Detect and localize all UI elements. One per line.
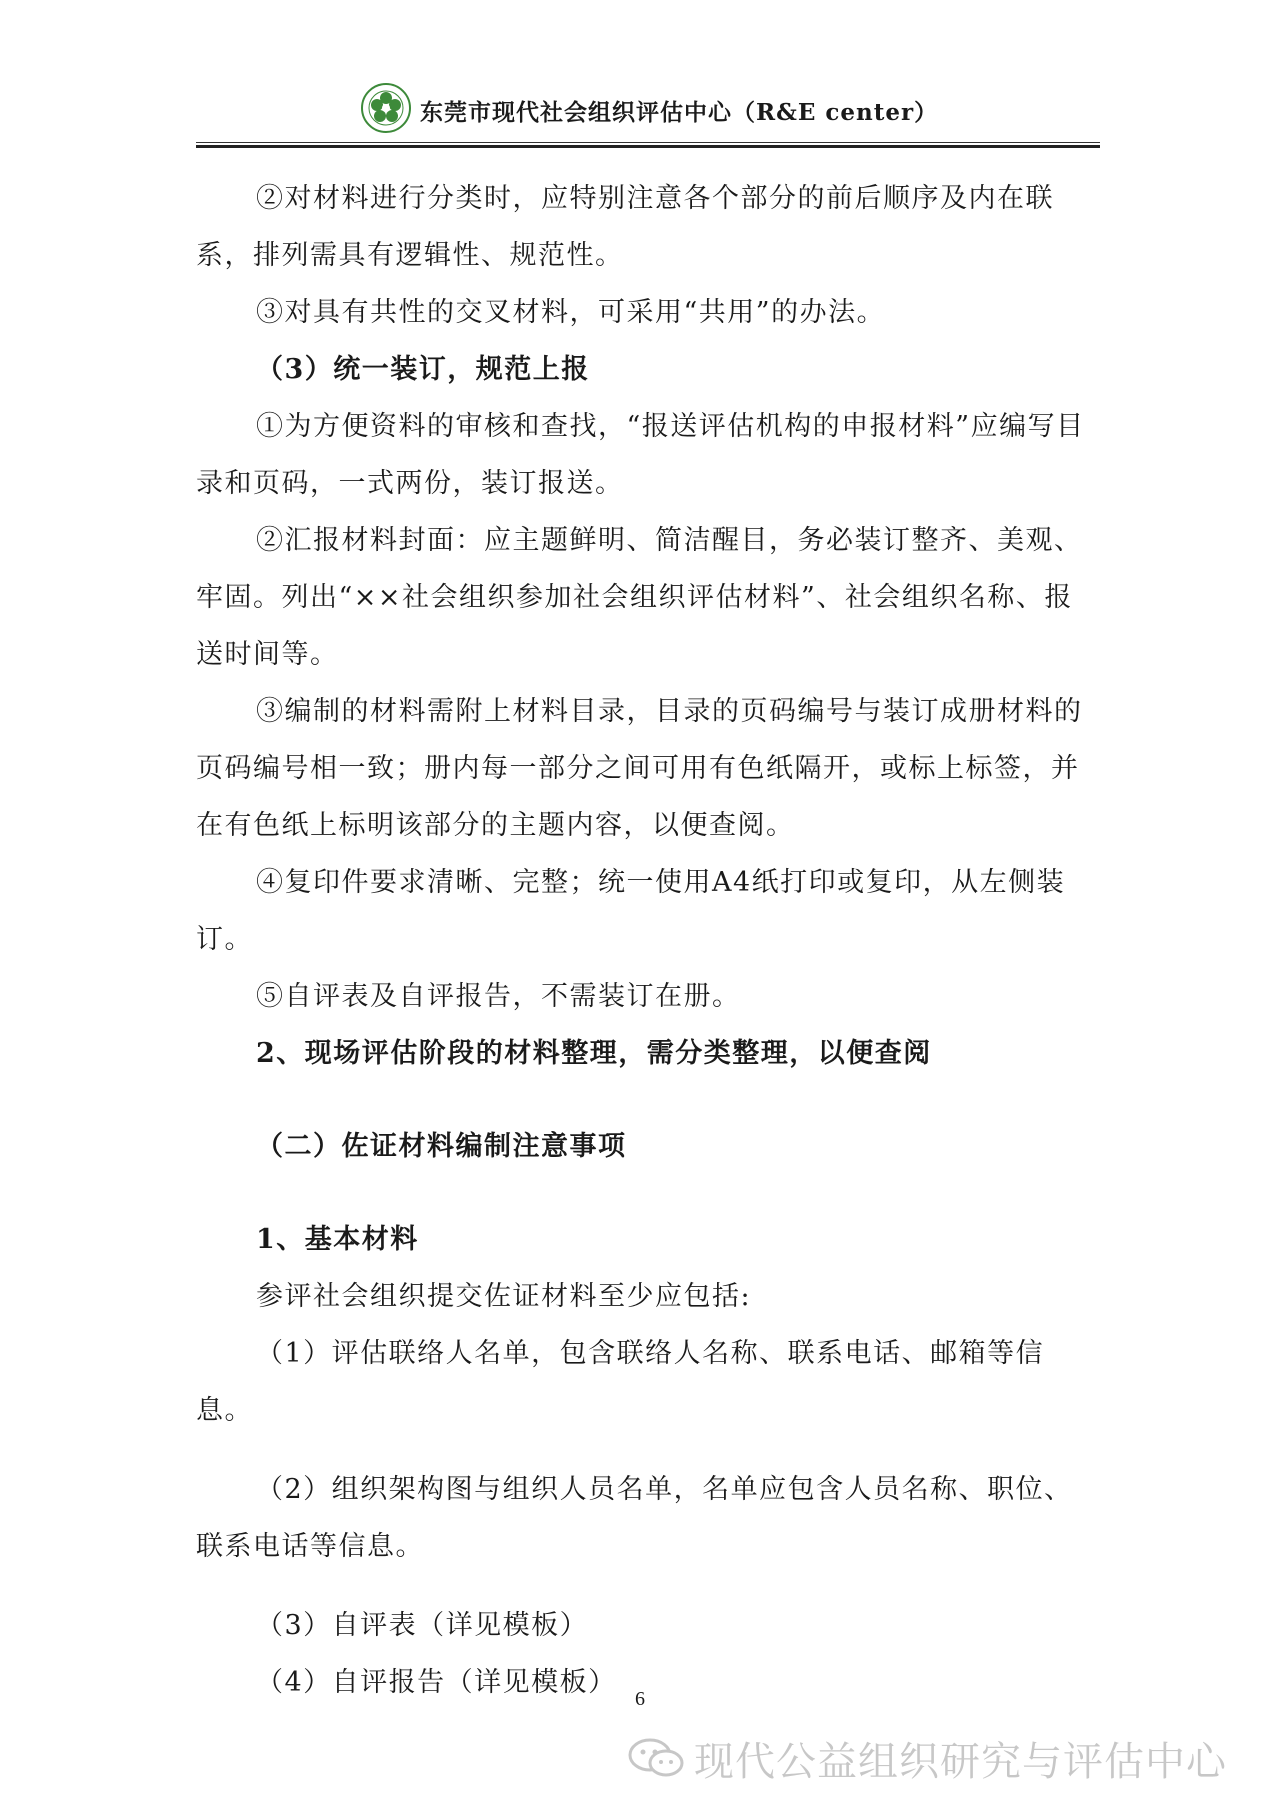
wechat-watermark: [628, 1733, 1227, 1783]
paragraph-evidence-intro: 参评社会组织提交佐证材料至少应包括:: [256, 1281, 752, 1312]
list-item-contact-list: （1）评估联络人名单，包含联络人名称、联系电话、邮箱等信息。: [196, 1338, 1045, 1426]
paragraph-classification-order: ②对材料进行分类时，应特别注意各个部分的前后顺序及内在联系，排列需具有逻辑性、规范性。: [196, 183, 1054, 271]
document-body: [196, 170, 1100, 1711]
subheading-basic-materials: 1、基本材料: [256, 1224, 419, 1255]
header-divider: [196, 142, 1100, 148]
list-item-self-evaluation-report: （4）自评报告（详见模板）: [256, 1667, 617, 1698]
subheading-unified-binding: （3）统一装订，规范上报: [256, 354, 590, 385]
page-number: 6: [635, 1688, 645, 1710]
paragraph-material-catalog: ③编制的材料需附上材料目录，目录的页码编号与装订成册材料的页码编号相一致；册内每一部分之间可用有色纸隔开，或标上标签，并在有色纸上标明该部分的主题内容，以便查阅。: [196, 696, 1083, 841]
watermark-text: 现代公益组织研究与评估中心: [694, 1738, 1227, 1785]
header-title: 东莞市现代社会组织评估中心（R&E center）: [420, 99, 939, 126]
list-item-self-evaluation-form: （3）自评表（详见模板）: [256, 1610, 589, 1641]
paragraph-report-cover: ②汇报材料封面：应主题鲜明、简洁醒目，务必装订整齐、美观、牢固。列出“××社会组织参加社会组织评估材料”、社会组织名称、报送时间等。: [196, 525, 1083, 670]
organization-seal-logo: [360, 82, 412, 134]
section-heading-evidence-materials: （二）佐证材料编制注意事项: [256, 1131, 627, 1162]
paragraph-catalog-and-pages: ①为方便资料的审核和查找，“报送评估机构的申报材料”应编写目录和页码，一式两份，装订报送。: [196, 411, 1085, 499]
paragraph-photocopy-requirements: ④复印件要求清晰、完整；统一使用A4纸打印或复印，从左侧装订。: [196, 867, 1066, 955]
subheading-onsite-evaluation: 2、现场评估阶段的材料整理，需分类整理，以便查阅: [256, 1038, 932, 1069]
paragraph-shared-materials: ③对具有共性的交叉材料，可采用“共用”的办法。: [256, 297, 886, 328]
wechat-icon: [628, 1737, 686, 1779]
paragraph-self-evaluation-binding: ⑤自评表及自评报告，不需装订在册。: [256, 981, 741, 1012]
page-header: [0, 82, 1280, 148]
list-item-org-chart: （2）组织架构图与组织人员名单，名单应包含人员名称、职位、联系电话等信息。: [196, 1474, 1073, 1562]
